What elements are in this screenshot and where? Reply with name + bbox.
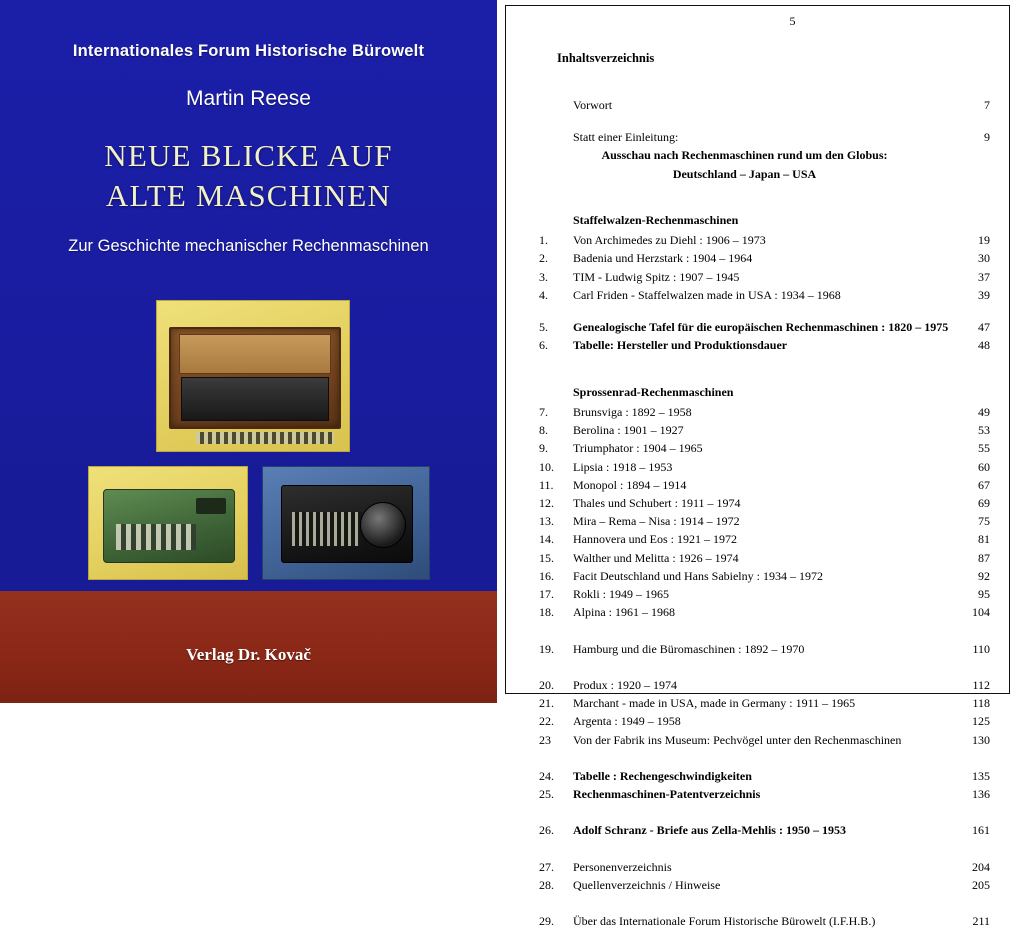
cover-subtitle: Zur Geschichte mechanischer Rechenmaschinen (68, 236, 429, 255)
toc-entry[interactable] (535, 494, 990, 512)
toc-entry-label: Von der Fabrik ins Museum: Pechvögel unter den Rechenmaschinen (573, 732, 902, 747)
toc-entry-number: 24. (539, 768, 554, 783)
toc-entry[interactable] (535, 640, 990, 658)
toc-entry[interactable] (535, 530, 990, 548)
toc-spacer (535, 355, 990, 369)
toc-heading: Inhaltsverzeichnis (557, 51, 655, 65)
toc-entry[interactable] (535, 603, 990, 621)
toc-entry-page: 19 (978, 233, 990, 248)
toc-entry[interactable] (535, 767, 990, 785)
toc-entry[interactable] (535, 912, 990, 930)
cover-forum-line: Internationales Forum Historische Bürowelt (72, 42, 425, 60)
toc-spacer (535, 304, 990, 318)
toc-entry[interactable] (535, 821, 990, 839)
cover-author: Martin Reese (186, 87, 311, 110)
toc-entry-number: 5. (539, 320, 548, 335)
toc-entry-number: 18. (539, 605, 554, 620)
case-lid (179, 334, 331, 374)
toc-entry[interactable] (535, 476, 990, 494)
toc-entry-number: 15. (539, 550, 554, 565)
toc-entry-label: Mira – Rema – Nisa : 1914 – 1972 (573, 514, 740, 529)
toc-entry-label: Marchant - made in USA, made in Germany : 1911 – 1965 (573, 696, 856, 711)
toc-entry[interactable] (535, 694, 990, 712)
toc-entry-number: 13. (539, 514, 554, 529)
toc-entry[interactable] (535, 403, 990, 421)
cover-title-line-1: NEUE BLICKE AUF (104, 138, 393, 173)
toc-entry[interactable] (535, 676, 990, 694)
toc-entry-label: Statt einer Einleitung: (573, 130, 679, 145)
toc-entry-number: 25. (539, 787, 554, 802)
toc-entry-label: Badenia und Herzstark : 1904 – 1964 (573, 251, 753, 266)
toc-entry[interactable] (535, 96, 990, 114)
toc-rows (535, 82, 990, 930)
toc-entry-number: 14. (539, 532, 554, 547)
toc-entry-number: 2. (539, 251, 548, 266)
toc-entry-number: 1. (539, 233, 548, 248)
toc-entry[interactable] (535, 876, 990, 894)
toc-entry[interactable] (535, 567, 990, 585)
toc-entry-page: 81 (978, 532, 990, 547)
toc-entry[interactable] (535, 439, 990, 457)
toc-entry-page: 53 (978, 423, 990, 438)
toc-entry-label: Berolina : 1901 – 1927 (573, 423, 684, 438)
toc-entry-label: Ausschau nach Rechenmaschinen rund um den Globus: (601, 148, 888, 163)
toc-entry-number: 22. (539, 714, 554, 729)
toc-entry-number: 6. (539, 338, 548, 353)
toc-entry-page: 7 (984, 98, 990, 112)
toc-entry-number: 9. (539, 441, 548, 456)
toc-entry-page: 112 (972, 677, 990, 692)
case-mechanism (181, 377, 329, 421)
cover-title-line-2: ALTE MASCHINEN (105, 177, 392, 213)
toc-entry[interactable] (535, 785, 990, 803)
toc-entry[interactable] (535, 712, 990, 730)
toc-entry-page: 110 (972, 641, 990, 656)
toc-entry-number: 20. (539, 677, 554, 692)
toc-entry-page: 136 (972, 787, 990, 802)
toc-entry-page: 75 (978, 514, 990, 529)
toc-entry-number: 11. (539, 477, 554, 492)
toc-entry-number: 29. (539, 913, 554, 928)
toc-entry-label: Lipsia : 1918 – 1953 (573, 459, 673, 474)
toc-entry-number: 8. (539, 423, 548, 438)
toc-entry[interactable] (535, 146, 990, 164)
cover-photo-wooden-calculator (156, 300, 350, 452)
toc-entry-label: Hannovera und Eos : 1921 – 1972 (573, 532, 737, 547)
toc-entry[interactable] (535, 458, 990, 476)
toc-entry-label: Tabelle: Hersteller und Produktionsdauer (573, 338, 788, 353)
toc-entry[interactable] (535, 231, 990, 249)
toc-entry-number: 23 (539, 732, 551, 747)
toc-entry-page: 161 (972, 823, 990, 838)
toc-entry-label: Argenta : 1949 – 1958 (573, 714, 681, 729)
toc-entry-label: Monopol : 1894 – 1914 (573, 477, 687, 492)
toc-section-heading[interactable] (535, 383, 990, 401)
toc-entry-page: 48 (978, 338, 990, 353)
toc-entry-label: Sprossenrad-Rechenmaschinen (573, 384, 734, 399)
toc-entry-page: 60 (978, 459, 990, 474)
toc-entry-label: Vorwort (573, 98, 613, 112)
machine-rods (292, 512, 362, 546)
toc-entry-page: 55 (978, 441, 990, 456)
toc-entry-page: 104 (972, 605, 990, 620)
toc-entry-page: 9 (984, 130, 990, 145)
toc-entry[interactable] (535, 421, 990, 439)
toc-entry-label: Produx : 1920 – 1974 (573, 677, 678, 692)
toc-entry[interactable] (535, 858, 990, 876)
toc-entry-number: 12. (539, 495, 554, 510)
toc-spacer (535, 894, 990, 912)
toc-spacer (535, 803, 990, 821)
toc-entry[interactable] (535, 165, 990, 183)
toc-entry-label: Personenverzeichnis (573, 859, 672, 874)
toc-entry-page: 118 (972, 696, 990, 711)
toc-entry[interactable] (535, 336, 990, 354)
cover-photo-black-calculator (262, 466, 430, 580)
toc-entry-label: Über das Internationale Forum Historische Bürowelt (I.F.H.B.) (573, 913, 876, 928)
toc-entry-label: Von Archimedes zu Diehl : 1906 – 1973 (573, 233, 766, 248)
toc-entry-label: Thales und Schubert : 1911 – 1974 (573, 495, 741, 510)
toc-entry-page: 37 (978, 269, 990, 284)
toc-entry-page: 204 (972, 859, 990, 874)
toc-entry-page: 47 (978, 320, 990, 335)
cover-photo-green-calculator (88, 466, 248, 580)
toc-entry-label: Tabelle : Rechengeschwindigkeiten (573, 768, 752, 783)
toc-entry-number: 21. (539, 696, 554, 711)
toc-entry-label: Facit Deutschland und Hans Sabielny : 1934 – 1972 (573, 568, 823, 583)
cover-text-block (0, 42, 497, 256)
toc-entry-page: 130 (972, 732, 990, 747)
toc-entry-number: 17. (539, 587, 554, 602)
toc-content (535, 14, 990, 928)
toc-entry-page: 211 (972, 913, 990, 928)
toc-entry[interactable] (535, 549, 990, 567)
toc-entry-label: Staffelwalzen-Rechenmaschinen (573, 212, 739, 227)
toc-entry[interactable] (535, 128, 990, 146)
toc-entry-label: Brunsviga : 1892 – 1958 (573, 404, 692, 419)
toc-entry-page: 30 (978, 251, 990, 266)
table-of-contents-page (497, 0, 1024, 928)
black-machine-icon (281, 485, 413, 563)
toc-entry-label: Carl Friden - Staffelwalzen made in USA : 1934 – 1968 (573, 287, 841, 302)
toc-entry-page: 135 (972, 768, 990, 783)
toc-spacer (535, 183, 990, 197)
green-machine-icon (103, 489, 235, 563)
toc-entry-label: Rokli : 1949 – 1965 (573, 587, 670, 602)
toc-entry-page: 205 (972, 877, 990, 892)
toc-spacer (535, 749, 990, 767)
toc-entry[interactable] (535, 318, 990, 336)
toc-entry-label: Triumphator : 1904 – 1965 (573, 441, 703, 456)
toc-spacer (535, 840, 990, 858)
toc-entry-label: Rechenmaschinen-Patentverzeichnis (573, 787, 761, 802)
toc-entry-label: Quellenverzeichnis / Hinweise (573, 877, 721, 892)
toc-spacer (535, 114, 990, 128)
toc-entry-page: 39 (978, 287, 990, 302)
toc-entry[interactable] (535, 249, 990, 267)
toc-entry-label: Hamburg und die Büromaschinen : 1892 – 1970 (573, 641, 805, 656)
toc-entry[interactable] (535, 286, 990, 304)
toc-entry-page: 67 (978, 477, 990, 492)
toc-entry-number: 3. (539, 269, 548, 284)
toc-entry[interactable] (535, 512, 990, 530)
case-keys (196, 432, 334, 444)
toc-entry-label: Alpina : 1961 – 1968 (573, 605, 675, 620)
toc-entry-number: 7. (539, 404, 548, 419)
toc-entry-label: Walther und Melitta : 1926 – 1974 (573, 550, 739, 565)
toc-entry-number: 19. (539, 641, 554, 656)
toc-entry-number: 28. (539, 877, 554, 892)
machine-drum (360, 502, 406, 548)
toc-spacer (535, 622, 990, 640)
wooden-case-icon (169, 327, 341, 429)
book-cover (0, 0, 497, 703)
toc-spacer (535, 658, 990, 676)
toc-entry-page: 125 (972, 714, 990, 729)
toc-entry-number: 27. (539, 859, 554, 874)
toc-entry[interactable] (535, 731, 990, 749)
toc-entry-page: 87 (978, 550, 990, 565)
cover-publisher: Verlag Dr. Kovač (186, 645, 311, 664)
toc-entry-page: 92 (978, 568, 990, 583)
toc-entry-label: TIM - Ludwig Spitz : 1907 – 1945 (573, 269, 740, 284)
page-number: 5 (789, 14, 796, 28)
toc-spacer (535, 82, 990, 96)
toc-entry[interactable] (535, 585, 990, 603)
toc-entry-number: 4. (539, 287, 548, 302)
toc-entry-page: 69 (978, 495, 990, 510)
toc-entry[interactable] (535, 268, 990, 286)
toc-entry-label: Deutschland – Japan – USA (672, 166, 817, 181)
toc-entry-number: 10. (539, 459, 554, 474)
toc-entry-number: 26. (539, 823, 554, 838)
toc-entry-page: 95 (978, 587, 990, 602)
toc-entry-label: Adolf Schranz - Briefe aus Zella-Mehlis : 1950 – 1953 (573, 823, 846, 838)
toc-entry-label: Genealogische Tafel für die europäischen Rechenmaschinen : 1820 – 1975 (573, 320, 949, 335)
toc-entry-number: 16. (539, 568, 554, 583)
toc-section-heading[interactable] (535, 211, 990, 229)
toc-entry-page: 49 (978, 404, 990, 419)
